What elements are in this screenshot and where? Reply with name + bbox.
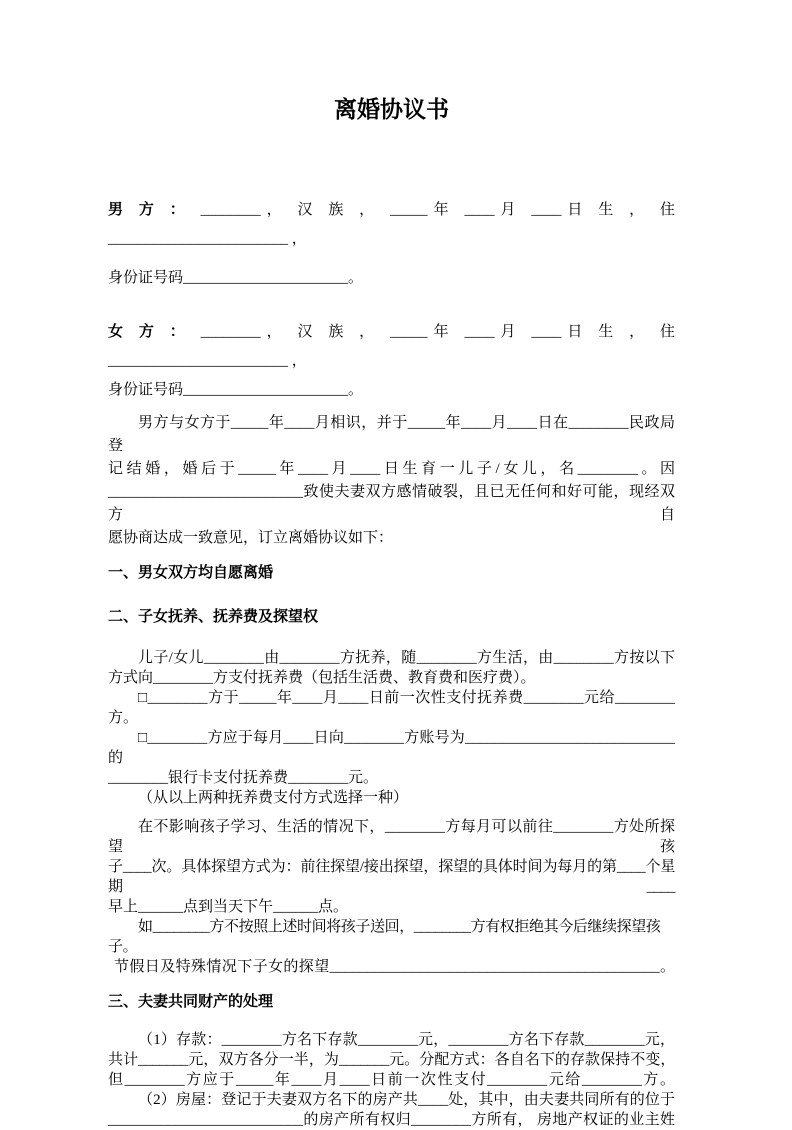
deposit-paragraph (108, 1030, 675, 1090)
female-party-line1-text: ________， 汉 族 ， _____年 ____月 ____日 生 ， 住 (190, 324, 675, 340)
custody-line-2: 方式向________方支付抚养费（包括生活费、教育费和医疗费）。 (108, 670, 536, 686)
return-rule-line: 如________方不按照上述时间将孩子送回，________方有权拒绝其今后继续探望孩子。 (108, 919, 661, 955)
intro-line-4: 愿协商达成一致意见，订立离婚协议如下： (108, 530, 394, 546)
section-2-body (108, 648, 675, 977)
male-party-section (108, 196, 675, 293)
marriage-intro-paragraph (108, 412, 675, 550)
checkbox-icon[interactable]: □ (138, 690, 148, 706)
house-paragraph (108, 1090, 675, 1130)
section-1-heading: 一、男女双方均自愿离婚 (108, 565, 274, 581)
female-party-line1 (108, 318, 675, 347)
payment-option-1-line-1 (108, 688, 675, 708)
payment-option-1 (108, 688, 675, 728)
payment-option-2 (108, 728, 675, 788)
visitation-line-3: 早上______点到当天下午______点。 (108, 899, 349, 915)
male-id-line: 身份证号码______________________。 (108, 270, 364, 286)
custody-line-1: 儿子/女儿________由________方抚养，随________方生活，由________方按以下 (138, 650, 675, 666)
male-party-line1 (108, 196, 675, 225)
visitation-line-2: 子____次。具体探望方式为：前往探望/接出探望，探望的具体时间为每月的第____个星期____ (108, 859, 675, 895)
house-line-1: （2）房屋：登记于夫妻双方名下的房产共____处，其中，由夫妻共同所有的位于 (138, 1092, 675, 1108)
female-id-line: 身份证号码______________________。 (108, 382, 364, 398)
section-3-heading: 三、夫妻共同财产的处理 (108, 994, 274, 1010)
checkbox-icon[interactable]: □ (138, 730, 148, 746)
house-line-2: __________________________的房产所有权归________方所有， 房地产权证的业主姓 (108, 1112, 675, 1128)
female-address-line: ________________________ ， (108, 353, 307, 369)
payment-option-2-line-2: ________银行卡支付抚养费________元。 (108, 770, 379, 786)
deposit-line-2: 共计_______元，双方各分一半，为_______元。分配方式：各自名下的存款保持不变， (108, 1052, 675, 1068)
deposit-line-1: （1）存款：________方名下存款________元，________方名下存款________元， (138, 1032, 675, 1048)
deposit-line-3: 但________方应于_____年____月____日前一次性支付________元给________方。 (108, 1072, 675, 1088)
intro-line-1: 男方与女方于_____年____月相识，并于_____年____月____日在________民政局登 (108, 415, 675, 454)
male-party-label: 男 方 ： (108, 202, 191, 218)
intro-line-2: 记结婚，婚后于_____年____月____日生育一儿子/女儿，名________。因 (108, 461, 675, 477)
payment-option-1-line-2: 方。 (108, 710, 139, 726)
payment-option-1-text: ________方于_____年____月____日前一次性支付抚养费________元给________ (147, 690, 675, 706)
payment-option-2-line-1 (108, 728, 675, 768)
document-title: 离婚协议书 (334, 97, 449, 122)
visitation-line-1: 在不影响孩子学习、生活的情况下，________方每月可以前往________方处所探望孩 (108, 819, 675, 855)
payment-note-line: （从以上两种抚养费支付方式选择一种） (138, 790, 409, 806)
female-party-section (108, 318, 675, 405)
visitation-paragraph (108, 817, 675, 917)
section-2-heading: 二、子女抚养、抚养费及探望权 (108, 609, 319, 625)
custody-paragraph (108, 648, 675, 688)
intro-line-3: __________________________致使夫妻双方感情破裂，且已无任何和好可能，现经双方自 (108, 484, 675, 523)
holiday-visitation-line: 节假日及特殊情况下子女的探望____________________________________________。 (114, 959, 675, 975)
section-3-body (108, 1030, 675, 1130)
payment-option-2-text: ________方应于每月____日向________方账号为____________________________的 (108, 730, 675, 766)
male-party-line1-text: ________， 汉 族 ， _____年 ____月 ____日 生 ， 住 (190, 202, 675, 218)
male-address-line: ________________________ ， (108, 231, 307, 247)
female-party-label: 女 方 ： (108, 324, 191, 340)
